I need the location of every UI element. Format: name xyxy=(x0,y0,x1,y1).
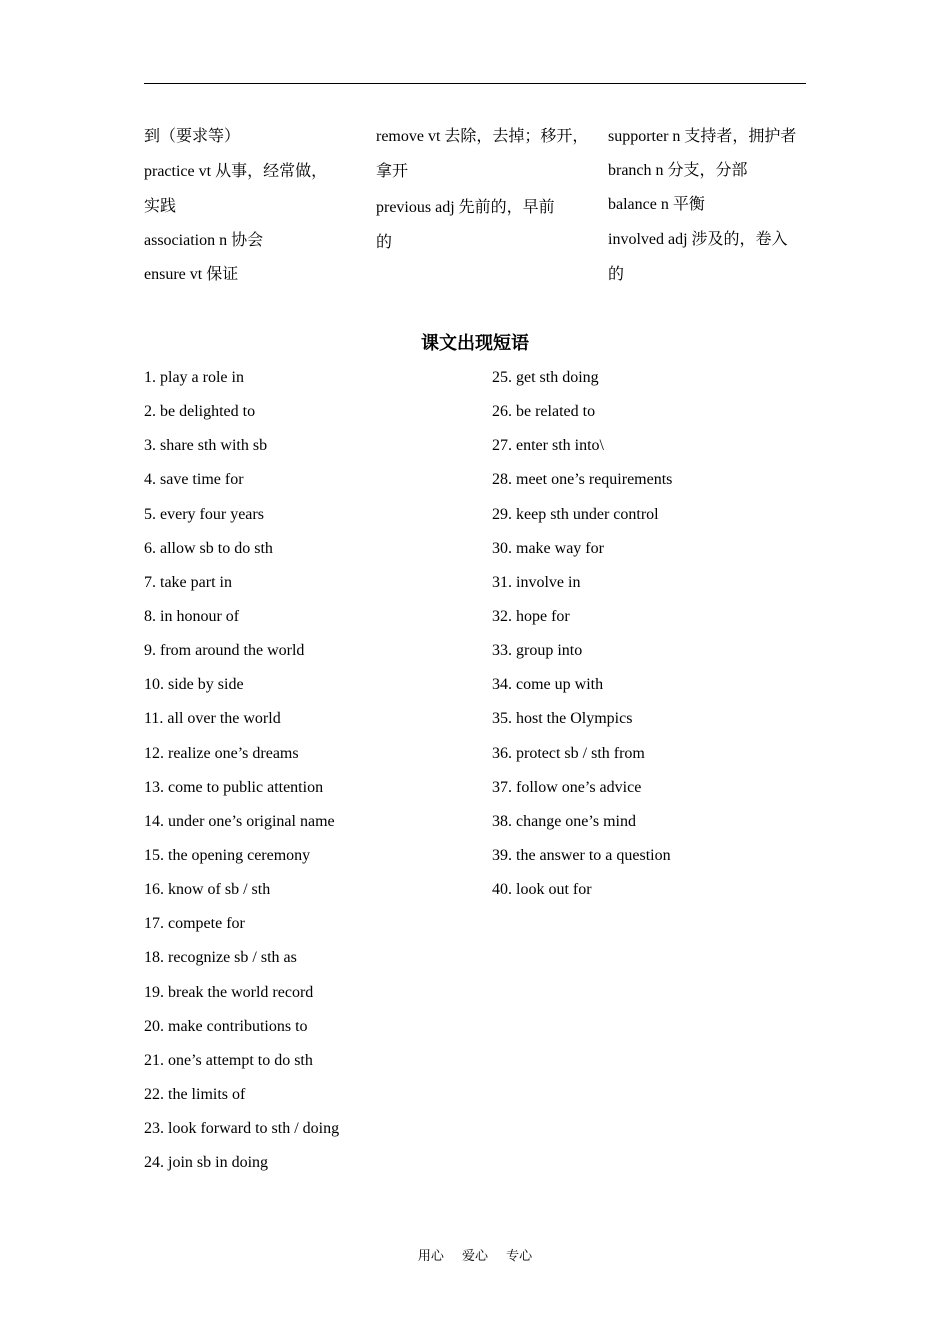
footer-text: 用心 xyxy=(417,1249,444,1264)
phrase-column-right xyxy=(492,361,806,907)
list-item: 16. know of sb / sth xyxy=(144,881,271,899)
list-item: 7. take part in xyxy=(144,573,232,591)
list-item: 20. make contributions to xyxy=(144,1017,308,1035)
footer-text: 专心 xyxy=(506,1249,533,1264)
list-item: 26. be related to xyxy=(492,403,596,421)
list-item: 34. come up with xyxy=(492,676,604,694)
section-title: 课文出现短语 xyxy=(421,333,529,354)
list-item: 24. join sb in doing xyxy=(144,1154,269,1172)
list-item: 3. share sth with sb xyxy=(144,437,268,455)
list-item: 11. all over the world xyxy=(144,710,281,728)
list-item: 30. make way for xyxy=(492,539,604,557)
list-item: 29. keep sth under control xyxy=(492,505,659,523)
vocab-entry: balance n 平衡 xyxy=(608,196,705,213)
list-item: 19. break the world record xyxy=(144,983,314,1001)
vocab-entry: 的 xyxy=(608,266,625,283)
list-item: 14. under one’s original name xyxy=(144,812,335,830)
list-item: 40. look out for xyxy=(492,881,592,899)
list-item: 8. in honour of xyxy=(144,607,240,625)
list-item: 9. from around the world xyxy=(144,642,305,660)
list-item: 21. one’s attempt to do sth xyxy=(144,1051,313,1069)
list-item: 33. group into xyxy=(492,642,583,660)
vocab-entry: 的 xyxy=(376,234,393,251)
vocab-entry: supporter n 支持者，拥护者 xyxy=(608,128,797,145)
list-item: 22. the limits of xyxy=(144,1085,246,1103)
list-item: 38. change one’s mind xyxy=(492,812,636,830)
vocab-entry: branch n 分支，分部 xyxy=(608,162,748,179)
list-item: 36. protect sb / sth from xyxy=(492,744,645,762)
list-item: 31. involve in xyxy=(492,573,581,591)
list-item: 10. side by side xyxy=(144,676,244,694)
vocab-entry: 拿开 xyxy=(376,163,409,180)
list-item: 27. enter sth into\ xyxy=(492,437,604,455)
vocab-column-3 xyxy=(608,120,808,292)
vocab-entry: 到（要求等） xyxy=(144,128,241,145)
list-item: 13. come to public attention xyxy=(144,778,324,796)
vocab-entry: ensure vt 保证 xyxy=(144,266,239,283)
list-item: 6. allow sb to do sth xyxy=(144,539,273,557)
list-item: 2. be delighted to xyxy=(144,403,256,421)
list-item: 35. host the Olympics xyxy=(492,710,633,728)
list-item: 12. realize one’s dreams xyxy=(144,744,299,762)
vocab-entry: previous adj 先前的，早前 xyxy=(376,199,555,216)
header-rule xyxy=(144,83,806,84)
list-item: 25. get sth doing xyxy=(492,369,599,386)
vocab-entry: remove vt 去除，去掉；移开， xyxy=(376,128,589,145)
vocab-entry: practice vt 从事，经常做， xyxy=(144,163,328,180)
list-item: 32. hope for xyxy=(492,607,570,625)
list-item: 18. recognize sb / sth as xyxy=(144,949,297,967)
phrase-column-left xyxy=(144,361,474,1180)
list-item: 37. follow one’s advice xyxy=(492,778,642,796)
page-footer xyxy=(0,1246,950,1268)
vocab-entry: 实践 xyxy=(144,198,177,215)
list-item: 23. look forward to sth / doing xyxy=(144,1120,340,1138)
list-item: 28. meet one’s requirements xyxy=(492,471,673,489)
list-item: 17. compete for xyxy=(144,915,245,933)
list-item: 5. every four years xyxy=(144,505,264,523)
list-item: 4. save time for xyxy=(144,471,244,489)
list-item: 39. the answer to a question xyxy=(492,846,671,864)
vocab-entry: association n 协会 xyxy=(144,232,264,249)
vocab-column-2 xyxy=(376,120,589,260)
vocab-column-1 xyxy=(144,120,344,292)
footer-text: 爱心 xyxy=(461,1249,488,1264)
vocab-entry: involved adj 涉及的，卷入 xyxy=(608,231,788,248)
list-item: 15. the opening ceremony xyxy=(144,846,311,864)
list-item: 1. play a role in xyxy=(144,369,244,386)
